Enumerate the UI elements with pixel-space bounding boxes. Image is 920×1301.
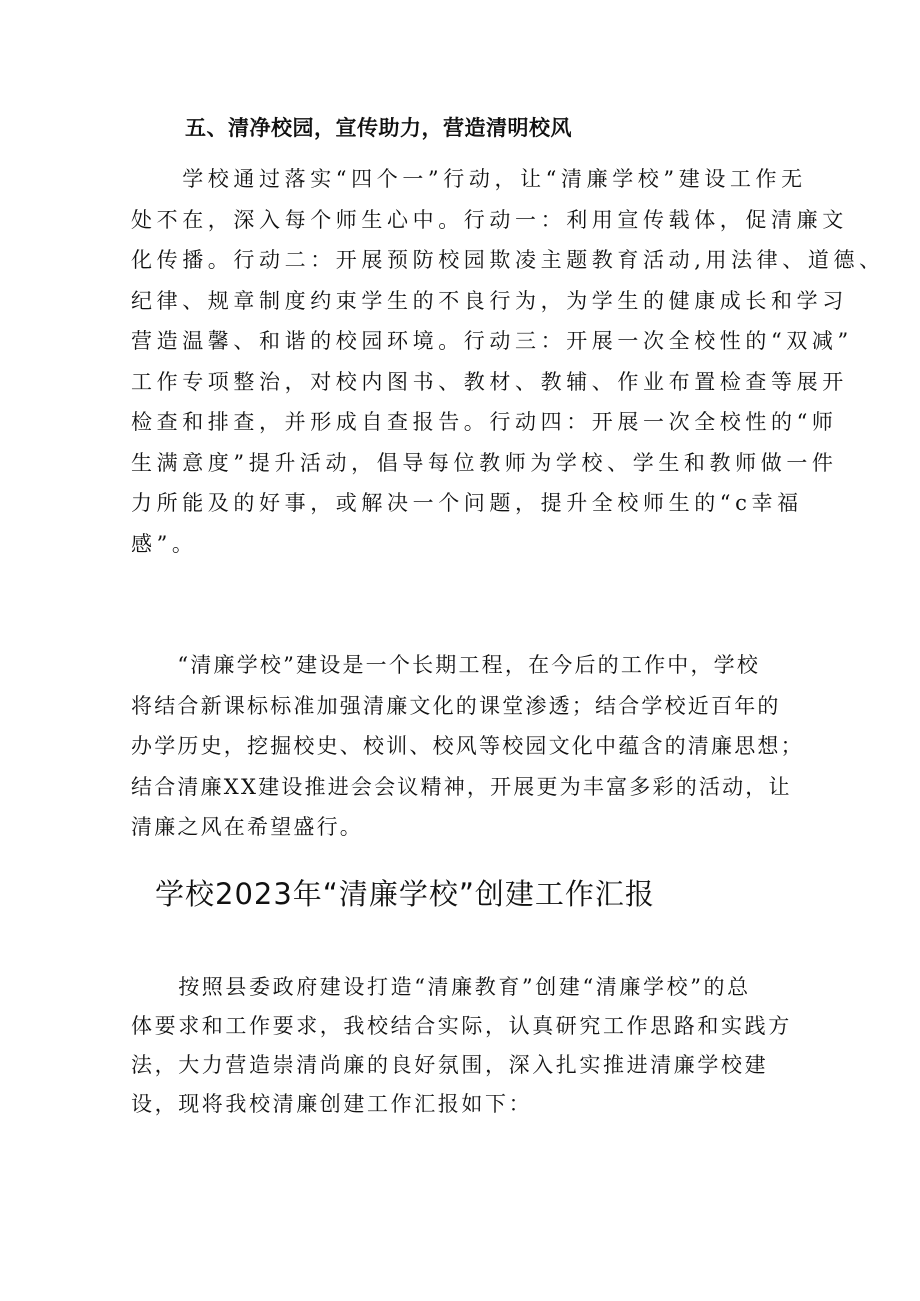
paragraph-line: 处不在，深入每个师生心中。行动一：利用宣传载体，促清廉文 bbox=[131, 207, 848, 232]
conclusion-paragraph bbox=[131, 645, 804, 848]
report-intro-paragraph bbox=[131, 968, 792, 1124]
paragraph-line: 工作专项整治，对校内图书、教材、教辅、作业布置检查等展开 bbox=[131, 369, 848, 394]
paragraph-line: 法，大力营造崇清尚廉的良好氛围，深入扎实推进清廉学校建 bbox=[131, 1053, 769, 1077]
section-heading: 五、清净校园，宣传助力，营造清明校风 bbox=[185, 116, 572, 140]
report-title: 学校2023年“清廉学校”创建工作汇报 bbox=[155, 877, 655, 911]
paragraph-line: 力所能及的好事，或解决一个问题，提升全校师生的“c幸福 bbox=[131, 491, 803, 515]
paragraph-line: 清廉之风在希望盛行。 bbox=[131, 815, 363, 839]
paragraph-line: 体要求和工作要求，我校结合实际，认真研究工作思路和实践方 bbox=[131, 1014, 792, 1038]
paragraph-line: 检查和排查，并形成自查报告。行动四：开展一次全校性的“师 bbox=[131, 410, 838, 434]
paragraph-line: 化传播。行动二：开展预防校园欺凌主题教育活动,用法律、道德、 bbox=[131, 248, 885, 272]
paragraph-line: 将结合新课标标准加强清廉文化的课堂渗透；结合学校近百年的 bbox=[131, 693, 781, 718]
paragraph-line: “清廉学校”建设是一个长期工程，在今后的工作中，学校 bbox=[131, 653, 761, 677]
paragraph-line: 生满意度”提升活动，倡导每位教师为学校、学生和教师做一件 bbox=[131, 450, 838, 475]
paragraph-line: 设，现将我校清廉创建工作汇报如下： bbox=[131, 1092, 533, 1116]
paragraph-line: 学校通过落实“四个一”行动，让“清廉学校”建设工作无 bbox=[131, 167, 807, 191]
paragraph-line: 结合清廉XX建设推进会会议精神，开展更为丰富多彩的活动，让 bbox=[131, 774, 792, 799]
paragraph-line: 感”。 bbox=[131, 531, 198, 556]
paragraph-line: 纪律、规章制度约束学生的不良行为，为学生的健康成长和学习 bbox=[131, 288, 848, 313]
paragraph-line: 营造温馨、和谐的校园环境。行动三：开展一次全校性的“双减” bbox=[131, 329, 853, 353]
paragraph-line: 办学历史，挖掘校史、校训、校风等校园文化中蕴含的清廉思想； bbox=[131, 734, 804, 758]
section-body-paragraph bbox=[131, 159, 885, 564]
paragraph-line: 按照县委政府建设打造“清廉教育”创建“清廉学校”的总 bbox=[131, 975, 751, 999]
